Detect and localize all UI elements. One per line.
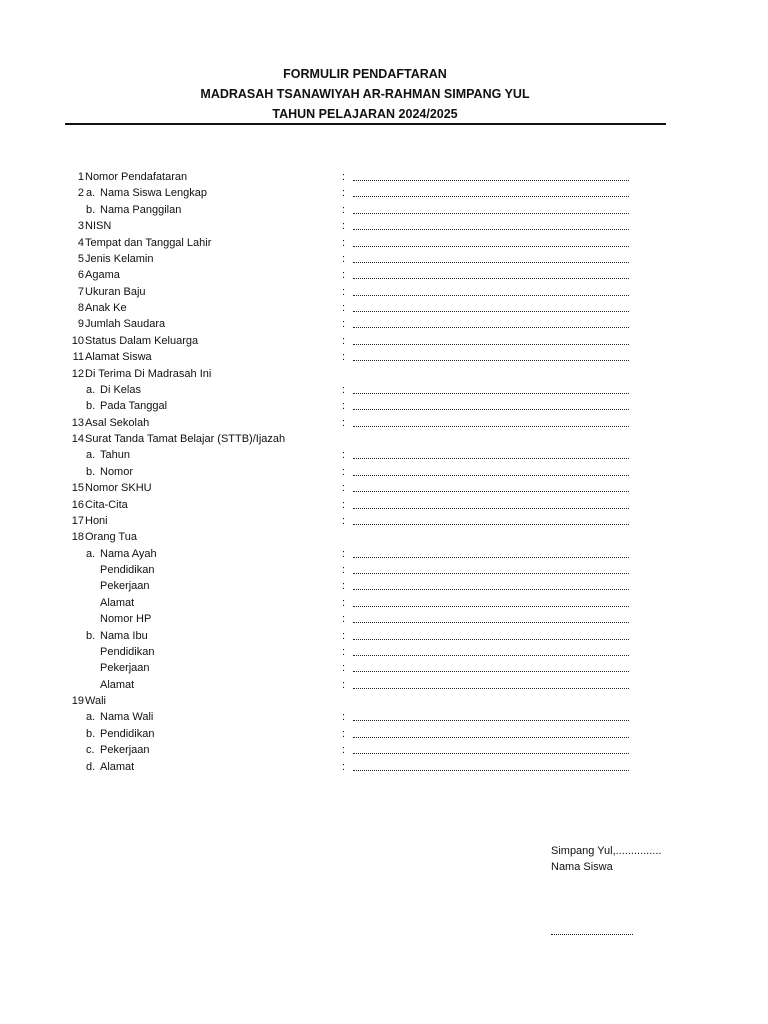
form-row: [0, 235, 768, 251]
field-colon: :: [342, 334, 346, 347]
form-row: [0, 447, 768, 463]
registration-form: [0, 169, 768, 775]
row-sub-letter: b.: [86, 727, 96, 740]
fill-in-field[interactable]: [353, 688, 629, 689]
field-label: Di Terima Di Madrasah Ini: [85, 367, 212, 380]
field-label: Jenis Kelamin: [85, 252, 154, 265]
field-colon: :: [342, 252, 346, 265]
row-number: 9: [77, 318, 84, 331]
field-label: Pendidikan: [100, 727, 155, 740]
form-row: [0, 300, 768, 316]
form-row: [0, 267, 768, 283]
row-number: 12: [71, 367, 84, 380]
form-row: [0, 513, 768, 529]
fill-in-field[interactable]: [353, 327, 629, 328]
field-colon: :: [342, 285, 346, 298]
field-colon: :: [342, 564, 346, 576]
row-sub-letter: a.: [86, 547, 96, 560]
fill-in-field[interactable]: [353, 753, 629, 754]
field-colon: :: [342, 482, 346, 495]
fill-in-field[interactable]: [353, 508, 629, 509]
field-colon: :: [342, 465, 346, 478]
field-label: Pekerjaan: [100, 744, 150, 757]
fill-in-field[interactable]: [353, 393, 629, 394]
field-colon: :: [342, 236, 346, 249]
fill-in-field[interactable]: [353, 213, 629, 214]
signature-line[interactable]: [551, 934, 633, 935]
fill-in-field[interactable]: [353, 491, 629, 492]
fill-in-field[interactable]: [353, 557, 629, 558]
field-colon: :: [342, 220, 346, 233]
field-label: Nomor Pendafataran: [85, 171, 188, 183]
fill-in-field[interactable]: [353, 737, 629, 738]
fill-in-field[interactable]: [353, 180, 629, 181]
row-number: 7: [77, 285, 84, 298]
form-row: [0, 349, 768, 365]
fill-in-field[interactable]: [353, 311, 629, 312]
form-row: [0, 742, 768, 758]
fill-in-field[interactable]: [353, 278, 629, 279]
form-row: [0, 251, 768, 267]
row-number: 13: [71, 416, 84, 429]
form-row: [0, 759, 768, 775]
field-colon: :: [342, 744, 346, 757]
form-row: [0, 677, 768, 693]
row-number: 8: [77, 302, 84, 314]
form-row: [0, 218, 768, 234]
fill-in-field[interactable]: [353, 246, 629, 247]
field-colon: :: [342, 645, 346, 658]
form-row: [0, 382, 768, 398]
form-row: [0, 202, 768, 218]
fill-in-field[interactable]: [353, 475, 629, 476]
row-sub-letter: b.: [86, 629, 96, 642]
row-number: 2: [77, 187, 84, 200]
field-label: Asal Sekolah: [85, 416, 150, 429]
field-label: Tahun: [100, 449, 130, 462]
field-label: Anak Ke: [85, 302, 127, 314]
fill-in-field[interactable]: [353, 344, 629, 345]
academic-year: TAHUN PELAJARAN 2024/2025: [272, 107, 458, 121]
form-row: [0, 366, 768, 382]
form-row: [0, 562, 768, 578]
field-colon: :: [342, 629, 346, 642]
form-row: [0, 497, 768, 513]
field-colon: :: [342, 449, 346, 462]
field-colon: :: [342, 318, 346, 331]
fill-in-field[interactable]: [353, 589, 629, 590]
signature-place-date: Simpang Yul,...............: [551, 845, 662, 857]
fill-in-field[interactable]: [353, 622, 629, 623]
field-colon: :: [342, 203, 346, 216]
field-colon: :: [342, 302, 346, 314]
field-label: Alamat: [100, 760, 135, 773]
field-label: Pekerjaan: [100, 662, 150, 675]
fill-in-field[interactable]: [353, 770, 629, 771]
field-colon: :: [342, 547, 346, 560]
fill-in-field[interactable]: [353, 524, 629, 525]
field-label: Cita-Cita: [85, 498, 128, 511]
fill-in-field[interactable]: [353, 426, 629, 427]
field-label: Alamat Siswa: [85, 351, 152, 364]
row-sub-letter: a.: [86, 187, 96, 200]
row-sub-letter: a.: [86, 711, 96, 724]
row-number: 5: [77, 252, 84, 265]
field-colon: :: [342, 400, 346, 413]
fill-in-field[interactable]: [353, 655, 629, 656]
field-label: Di Kelas: [100, 383, 141, 396]
row-sub-letter: c.: [86, 744, 95, 757]
form-title: FORMULIR PENDAFTARAN: [283, 67, 447, 81]
form-row: [0, 316, 768, 332]
form-row: [0, 464, 768, 480]
field-colon: :: [342, 498, 346, 511]
field-label: Pendidikan: [100, 645, 155, 658]
signature-role: Nama Siswa: [551, 861, 613, 873]
fill-in-field[interactable]: [353, 606, 629, 607]
row-sub-letter: d.: [86, 760, 96, 773]
field-label: Honi: [85, 514, 108, 527]
form-row: [0, 284, 768, 300]
fill-in-field[interactable]: [353, 262, 629, 263]
field-colon: :: [342, 678, 346, 691]
field-colon: :: [342, 662, 346, 675]
field-label: Status Dalam Keluarga: [85, 334, 199, 347]
fill-in-field[interactable]: [353, 229, 629, 230]
form-row: [0, 595, 768, 611]
field-label: Ukuran Baju: [85, 285, 146, 298]
form-row: [0, 185, 768, 201]
row-number: 18: [71, 531, 84, 544]
field-label: Nama Siswa Lengkap: [100, 187, 208, 200]
form-row: [0, 169, 768, 185]
row-sub-letter: a.: [86, 449, 96, 462]
fill-in-field[interactable]: [353, 720, 629, 721]
field-colon: :: [342, 580, 346, 593]
field-label: NISN: [85, 220, 112, 233]
field-label: Alamat: [100, 678, 135, 691]
field-label: Jumlah Saudara: [85, 318, 166, 331]
field-colon: :: [342, 416, 346, 429]
form-row: [0, 578, 768, 594]
field-label: Nomor: [100, 465, 134, 478]
form-row: [0, 431, 768, 447]
field-label: Surat Tanda Tamat Belajar (STTB)/Ijazah: [85, 433, 286, 445]
row-number: 11: [72, 351, 84, 364]
form-row: [0, 644, 768, 660]
field-colon: :: [342, 760, 346, 773]
row-number: 16: [71, 498, 84, 511]
fill-in-field[interactable]: [353, 295, 629, 296]
form-row: [0, 693, 768, 709]
field-label: Nomor SKHU: [85, 482, 152, 495]
field-colon: :: [342, 613, 346, 626]
field-colon: :: [342, 351, 346, 364]
fill-in-field[interactable]: [353, 458, 629, 459]
field-label: Nama Ibu: [100, 629, 148, 642]
row-number: 4: [77, 236, 84, 249]
form-row: [0, 415, 768, 431]
field-label: Tempat dan Tanggal Lahir: [85, 236, 212, 249]
field-colon: :: [342, 596, 346, 609]
row-sub-letter: b.: [86, 465, 96, 478]
row-sub-letter: a.: [86, 383, 96, 396]
field-colon: :: [342, 187, 346, 200]
field-label: Pekerjaan: [100, 580, 150, 593]
school-name: MADRASAH TSANAWIYAH AR-RAHMAN SIMPANG YUL: [200, 87, 530, 101]
row-number: 19: [71, 695, 84, 707]
form-row: [0, 726, 768, 742]
form-row: [0, 529, 768, 545]
field-label: Orang Tua: [85, 531, 137, 544]
form-row: [0, 333, 768, 349]
row-number: 1: [77, 171, 84, 183]
fill-in-field[interactable]: [353, 196, 629, 197]
field-label: Agama: [85, 269, 120, 282]
field-label: Nama Panggilan: [100, 203, 182, 216]
fill-in-field[interactable]: [353, 360, 629, 361]
field-label: Pendidikan: [100, 564, 155, 576]
form-row: [0, 546, 768, 562]
row-number: 14: [71, 433, 84, 445]
form-row: [0, 628, 768, 644]
field-label: Pada Tanggal: [100, 400, 168, 413]
field-label: Nama Ayah: [100, 547, 157, 560]
row-number: 17: [71, 514, 84, 527]
row-sub-letter: b.: [86, 400, 96, 413]
field-label: Wali: [85, 695, 106, 707]
form-row: [0, 660, 768, 676]
field-colon: :: [342, 711, 346, 724]
field-colon: :: [342, 383, 346, 396]
form-row: [0, 611, 768, 627]
field-label: Nama Wali: [100, 711, 154, 724]
row-number: 6: [77, 269, 84, 282]
row-number: 15: [71, 482, 84, 495]
row-number: 10: [71, 334, 84, 347]
field-colon: :: [342, 727, 346, 740]
field-label: Nomor HP: [100, 613, 152, 626]
field-colon: :: [342, 269, 346, 282]
field-colon: :: [342, 514, 346, 527]
form-row: [0, 480, 768, 496]
fill-in-field[interactable]: [353, 671, 629, 672]
fill-in-field[interactable]: [353, 573, 629, 574]
header-divider: [65, 123, 666, 125]
form-header: [65, 64, 665, 124]
form-row: [0, 398, 768, 414]
fill-in-field[interactable]: [353, 639, 629, 640]
row-number: 3: [77, 220, 84, 233]
field-label: Alamat: [100, 596, 135, 609]
fill-in-field[interactable]: [353, 409, 629, 410]
row-sub-letter: b.: [86, 203, 96, 216]
form-row: [0, 709, 768, 725]
field-colon: :: [342, 171, 346, 183]
